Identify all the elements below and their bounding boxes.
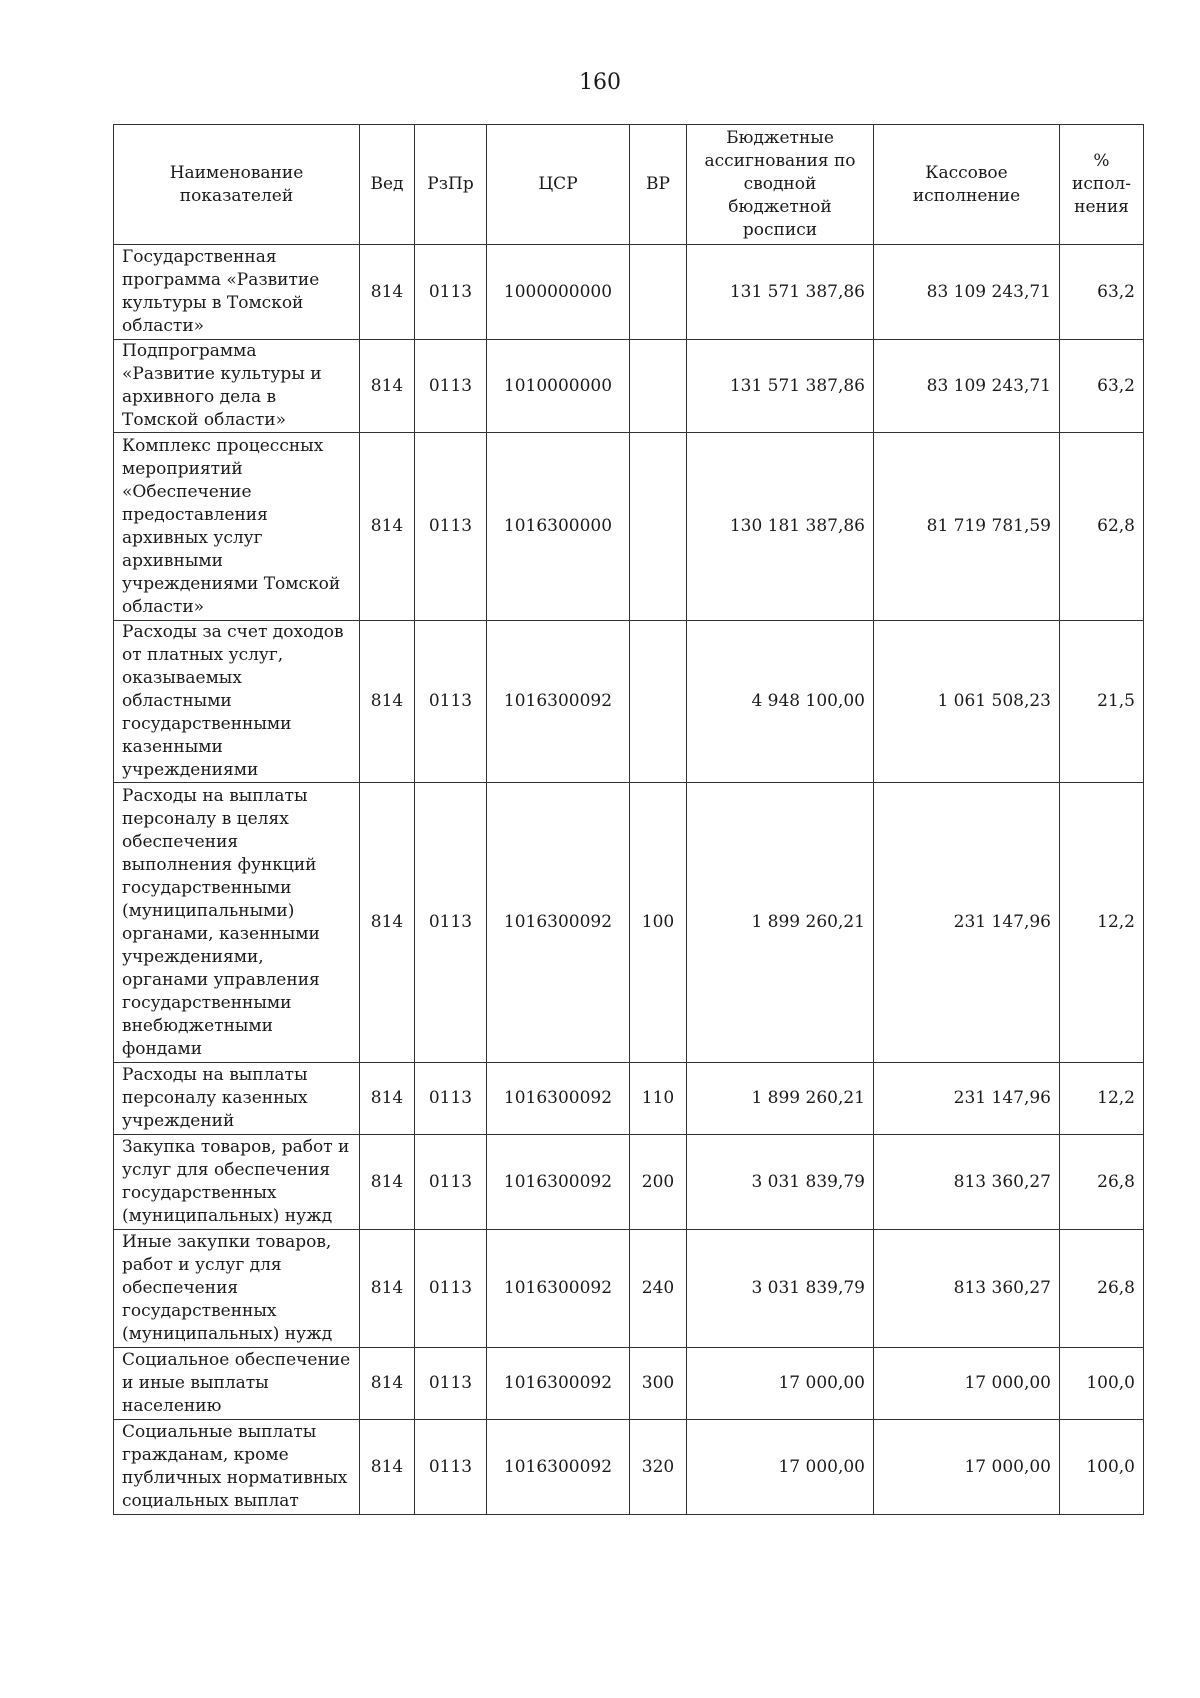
row-name: Расходы на выплаты персоналу в целях обеспечения выполнения функций государственными (муниципальными) органами, казенными учреждениями, органами управления государственными внебюджетными фондами [114,783,360,1063]
header-name: Наименование показателей [114,125,360,245]
row-rzpr: 0113 [415,1348,487,1420]
row-percent: 21,5 [1060,621,1144,783]
table-row [114,1063,1144,1135]
row-vr [630,340,687,433]
row-assigned: 17 000,00 [687,1348,874,1420]
table-row [114,1420,1144,1515]
row-assigned: 17 000,00 [687,1420,874,1515]
row-vr [630,245,687,340]
row-name: Расходы на выплаты персоналу казенных учреждений [114,1063,360,1135]
row-vr: 300 [630,1348,687,1420]
row-rzpr: 0113 [415,433,487,621]
row-percent: 12,2 [1060,783,1144,1063]
row-csr: 1016300092 [487,1063,630,1135]
row-vr [630,621,687,783]
row-csr: 1016300092 [487,1230,630,1348]
row-percent: 62,8 [1060,433,1144,621]
row-ved: 814 [360,1135,415,1230]
row-csr: 1016300092 [487,783,630,1063]
row-percent: 26,8 [1060,1135,1144,1230]
table-row [114,433,1144,621]
header-assigned: Бюджетные ассигнования по сводной бюджетной росписи [687,125,874,245]
header-rzpr: РзПр [415,125,487,245]
row-rzpr: 0113 [415,1063,487,1135]
row-assigned: 1 899 260,21 [687,783,874,1063]
row-executed: 83 109 243,71 [874,340,1060,433]
row-name: Закупка товаров, работ и услуг для обеспечения государственных (муниципальных) нужд [114,1135,360,1230]
row-vr: 110 [630,1063,687,1135]
row-ved: 814 [360,621,415,783]
row-executed: 17 000,00 [874,1420,1060,1515]
row-name: Расходы за счет доходов от платных услуг, оказываемых областными государственными казенными учреждениями [114,621,360,783]
row-assigned: 3 031 839,79 [687,1135,874,1230]
row-csr: 1016300092 [487,1135,630,1230]
row-ved: 814 [360,340,415,433]
row-csr: 1010000000 [487,340,630,433]
row-percent: 100,0 [1060,1420,1144,1515]
row-rzpr: 0113 [415,1420,487,1515]
row-percent: 63,2 [1060,340,1144,433]
table-header-row [114,125,1144,245]
header-ved: Вед [360,125,415,245]
row-rzpr: 0113 [415,621,487,783]
row-assigned: 130 181 387,86 [687,433,874,621]
table-row [114,1348,1144,1420]
row-executed: 1 061 508,23 [874,621,1060,783]
row-vr [630,433,687,621]
row-assigned: 131 571 387,86 [687,245,874,340]
row-percent: 12,2 [1060,1063,1144,1135]
table-row [114,1135,1144,1230]
row-csr: 1016300092 [487,1348,630,1420]
row-rzpr: 0113 [415,340,487,433]
row-csr: 1016300092 [487,1420,630,1515]
row-executed: 81 719 781,59 [874,433,1060,621]
row-csr: 1016300000 [487,433,630,621]
page-number: 160 [579,70,621,95]
row-executed: 231 147,96 [874,1063,1060,1135]
row-percent: 63,2 [1060,245,1144,340]
row-rzpr: 0113 [415,245,487,340]
row-name: Социальное обеспечение и иные выплаты населению [114,1348,360,1420]
table-row [114,340,1144,433]
row-ved: 814 [360,1420,415,1515]
row-rzpr: 0113 [415,783,487,1063]
row-percent: 100,0 [1060,1348,1144,1420]
row-rzpr: 0113 [415,1135,487,1230]
row-name: Комплекс процессных мероприятий «Обеспечение предоставления архивных услуг архивными учреждениями Томской области» [114,433,360,621]
row-rzpr: 0113 [415,1230,487,1348]
row-percent: 26,8 [1060,1230,1144,1348]
row-assigned: 4 948 100,00 [687,621,874,783]
header-percent: % испол-нения [1060,125,1144,245]
row-executed: 813 360,27 [874,1135,1060,1230]
row-ved: 814 [360,245,415,340]
row-name: Иные закупки товаров, работ и услуг для обеспечения государственных (муниципальных) нужд [114,1230,360,1348]
row-csr: 1016300092 [487,621,630,783]
row-executed: 83 109 243,71 [874,245,1060,340]
row-executed: 231 147,96 [874,783,1060,1063]
row-name: Государственная программа «Развитие культуры в Томской области» [114,245,360,340]
header-csr: ЦСР [487,125,630,245]
row-name: Подпрограмма «Развитие культуры и архивного дела в Томской области» [114,340,360,433]
table-row [114,621,1144,783]
header-executed: Кассовое исполнение [874,125,1060,245]
row-vr: 320 [630,1420,687,1515]
row-ved: 814 [360,1348,415,1420]
row-ved: 814 [360,1230,415,1348]
row-vr: 100 [630,783,687,1063]
header-vr: ВР [630,125,687,245]
row-ved: 814 [360,1063,415,1135]
table-row [114,245,1144,340]
budget-table [113,124,1144,1515]
row-assigned: 1 899 260,21 [687,1063,874,1135]
table-row [114,783,1144,1063]
row-name: Социальные выплаты гражданам, кроме публичных нормативных социальных выплат [114,1420,360,1515]
row-csr: 1000000000 [487,245,630,340]
row-ved: 814 [360,433,415,621]
row-ved: 814 [360,783,415,1063]
table-row [114,1230,1144,1348]
row-vr: 200 [630,1135,687,1230]
row-assigned: 3 031 839,79 [687,1230,874,1348]
row-executed: 813 360,27 [874,1230,1060,1348]
row-vr: 240 [630,1230,687,1348]
row-assigned: 131 571 387,86 [687,340,874,433]
row-executed: 17 000,00 [874,1348,1060,1420]
